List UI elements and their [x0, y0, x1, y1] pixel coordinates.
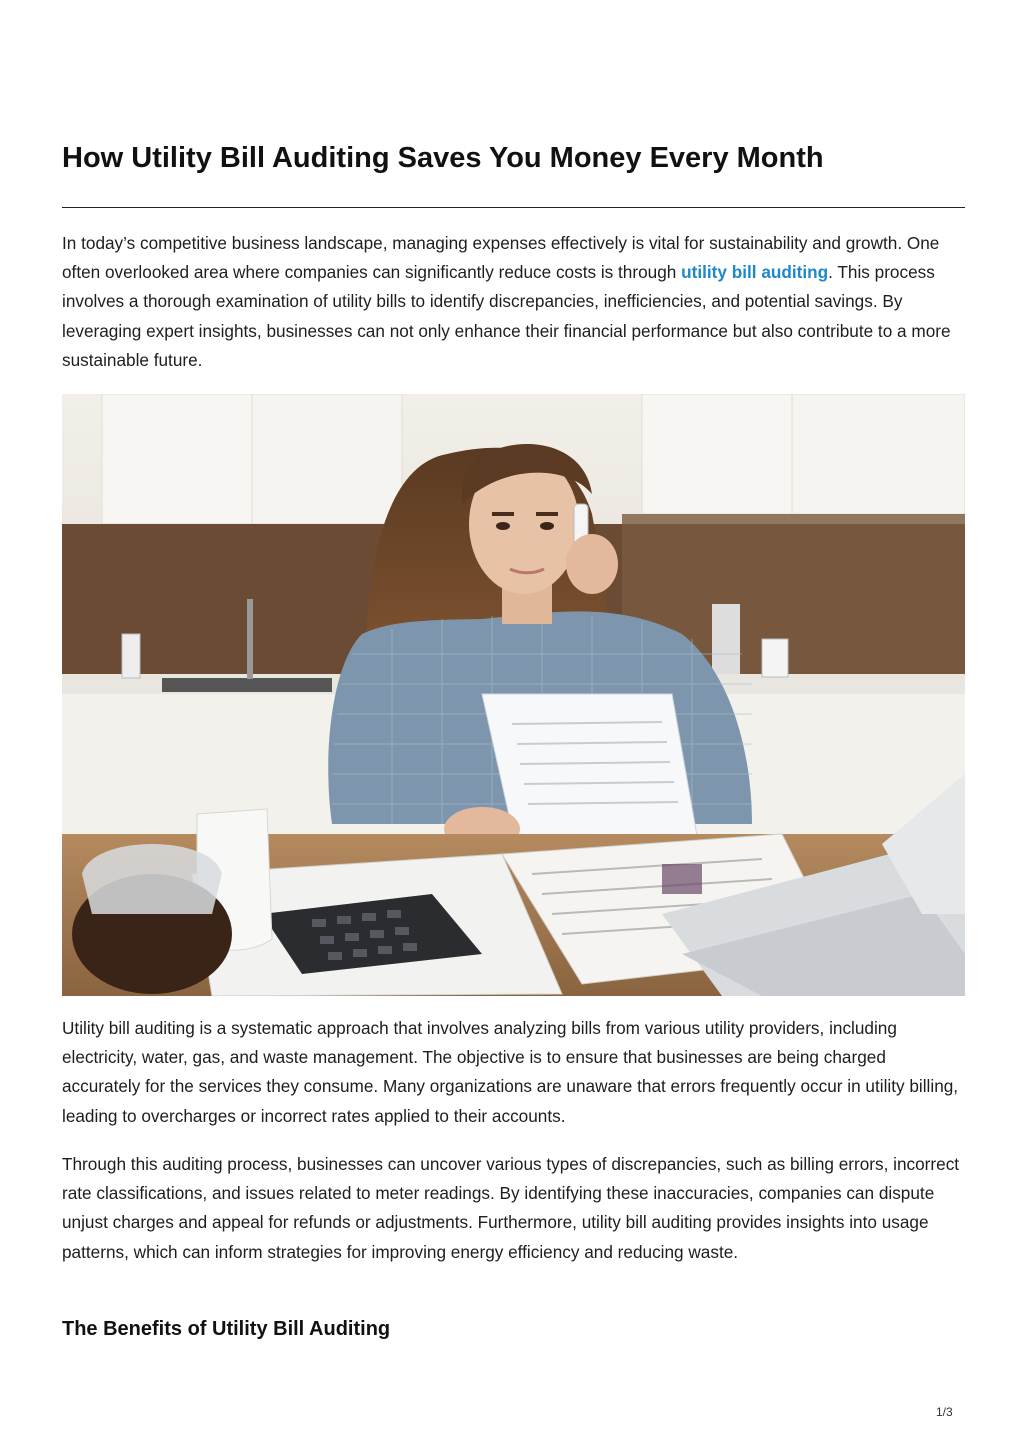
intro-text-after: . This process involves a thorough examination of utility bills to identify discrepancies, inefficiencies, and potential savings. By leveraging expert insights, businesses can not only enhance their financial performance but also contribute to a more sustainable future.	[62, 262, 951, 370]
utility-bill-auditing-link[interactable]: utility bill auditing	[681, 262, 829, 283]
body-paragraph-3: Through this auditing process, businesses can uncover various types of discrepancies, such as billing errors, incorrect rate classifications, and issues related to meter readings. By identifying these inaccuracies, companies can dispute unjust charges and appeal for refunds or adjustments. Furthermore, utility bill auditing provides insights into usage patterns, which can inform strategies for improving energy efficiency and reducing waste.	[62, 1154, 960, 1262]
intro-text-before: In today’s competitive business landscape, managing expenses effectively is vital for sustainability and growth. One often overlooked area where companies can significantly reduce costs is through	[62, 233, 940, 283]
page-title: How Utility Bill Auditing Saves You Money Every Month	[62, 142, 824, 174]
body-paragraph-2: Utility bill auditing is a systematic approach that involves analyzing bills from various utility providers, including electricity, water, gas, and waste management. The objective is to ensure that businesses are being charged accurately for the services they consume. Many organizations are unaware that errors frequently occur in utility billing, leading to overcharges or incorrect rates applied to their accounts.	[62, 1018, 959, 1126]
title-divider	[62, 207, 965, 208]
section-heading: The Benefits of Utility Bill Auditing	[62, 1318, 391, 1340]
woman-reviewing-bill-image	[62, 394, 965, 996]
page-number: 1/3	[936, 1405, 953, 1419]
article-photo	[62, 394, 965, 996]
intro-paragraph	[62, 229, 965, 375]
